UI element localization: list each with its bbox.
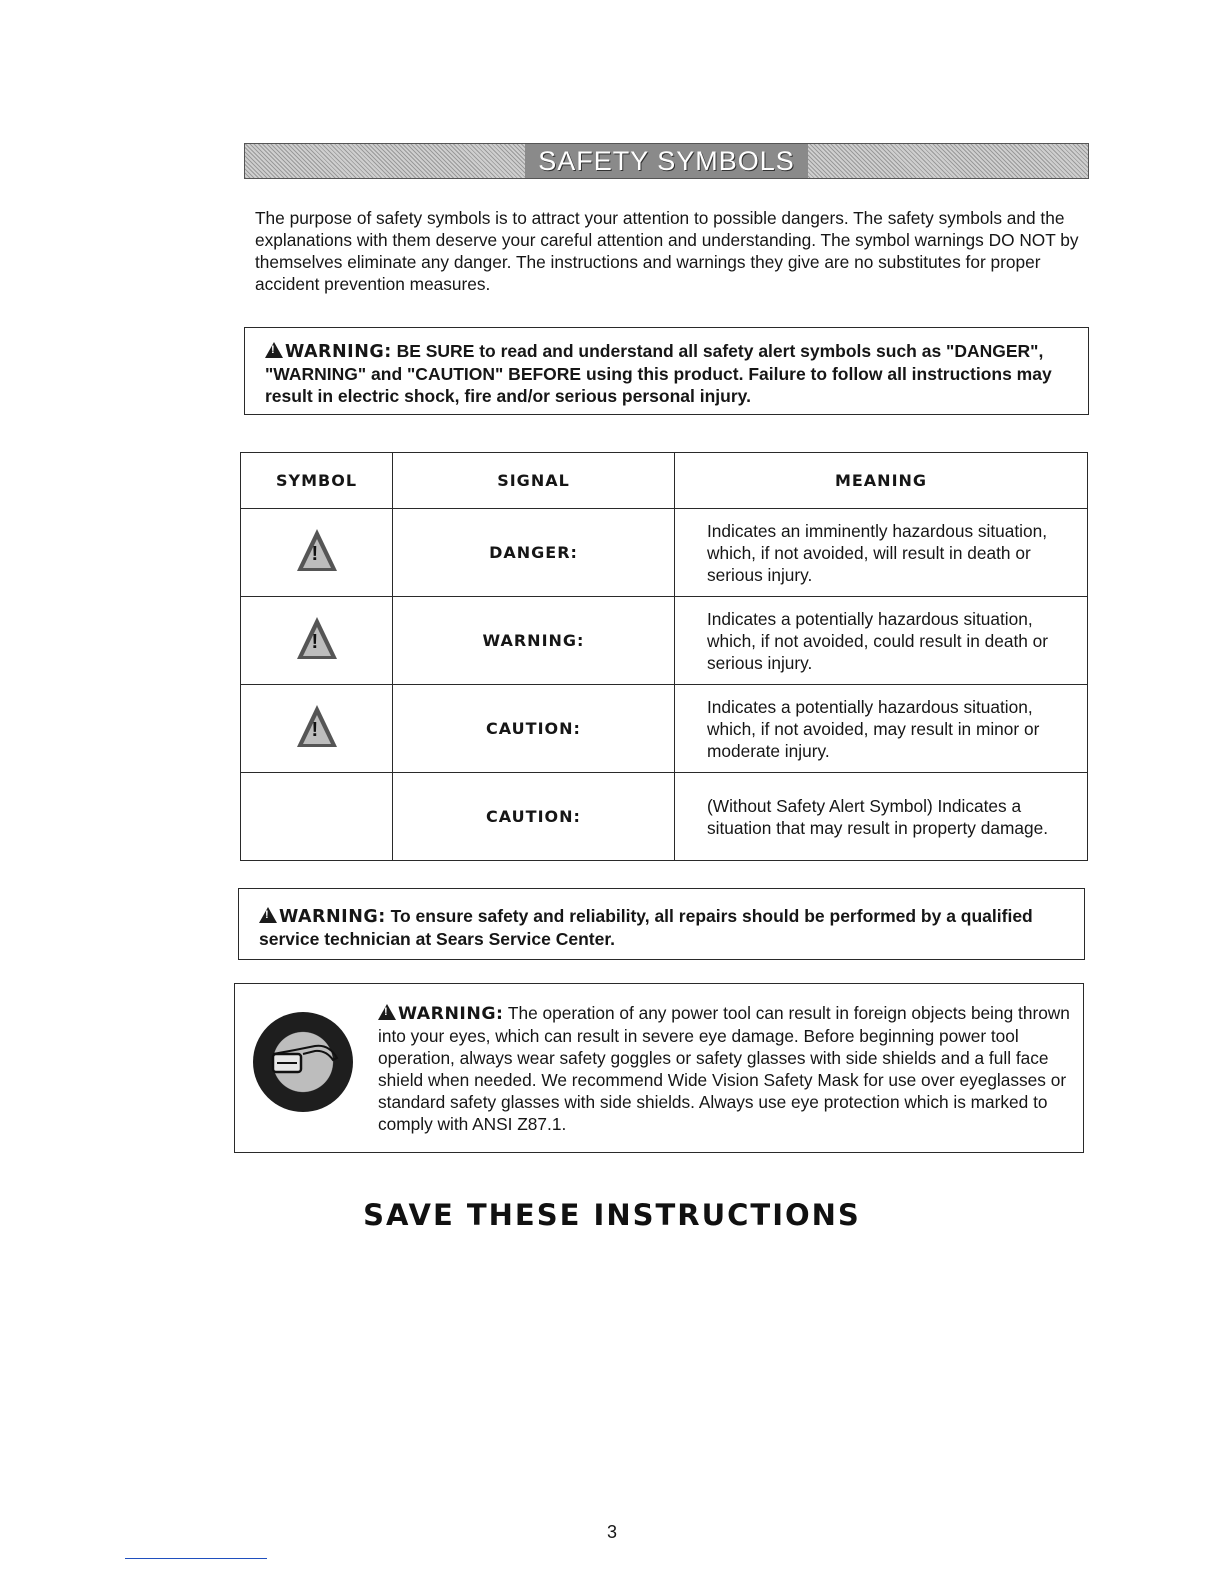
warning-body: To ensure safety and reliability, all repairs should be performed by a qualified service technician at Sears Service Center. — [259, 906, 1033, 949]
symbol-cell — [241, 509, 393, 597]
signal-cell: WARNING: — [393, 597, 675, 685]
meaning-cell: Indicates an imminently hazardous situation, which, if not avoided, will result in death or serious injury. — [675, 509, 1088, 597]
page-number: 3 — [606, 1522, 617, 1542]
warning-repairs-text — [259, 905, 1069, 950]
meaning-cell: Indicates a potentially hazardous situation, which, if not avoided, could result in death or serious injury. — [675, 597, 1088, 685]
warning-label: WARNING: — [279, 907, 386, 927]
footer-rule — [125, 1558, 267, 1559]
section-banner — [244, 143, 1089, 179]
table-row — [241, 509, 1088, 597]
save-instructions-heading: SAVE THESE INSTRUCTIONS — [363, 1198, 861, 1232]
meaning-cell: (Without Safety Alert Symbol) Indicates a situation that may result in property damage. — [675, 773, 1088, 861]
warning-box-repairs — [238, 888, 1085, 960]
warning-box-read-symbols — [244, 327, 1089, 415]
eye-protection-icon — [253, 1012, 353, 1112]
warning-eye-text — [378, 1002, 1078, 1135]
safety-alert-icon — [259, 907, 277, 923]
table-row — [241, 685, 1088, 773]
safety-alert-icon — [265, 342, 283, 358]
warning-label: WARNING: — [285, 342, 392, 362]
warning-label: WARNING: — [398, 1004, 504, 1024]
meaning-cell: Indicates a potentially hazardous situation, which, if not avoided, may result in minor or moderate injury. — [675, 685, 1088, 773]
warning-read-symbols-text — [265, 340, 1075, 407]
header-symbol: SYMBOL — [241, 453, 393, 509]
signal-cell: CAUTION: — [393, 685, 675, 773]
safety-symbols-table — [240, 452, 1088, 861]
safety-alert-triangle-icon — [297, 617, 337, 659]
warning-body: The operation of any power tool can result in foreign objects being thrown into your eyes, which can result in severe eye damage. Before beginning power tool operation, always wear safety goggles or safety glasses with side shields and a full face shield when needed. We recommend Wide Vision Safety Mask for use over eyeglasses or standard safety glasses with side shields. Always use eye protection which is marked to comply with ANSI Z87.1. — [378, 1003, 1070, 1134]
header-signal: SIGNAL — [393, 453, 675, 509]
symbol-cell — [241, 685, 393, 773]
signal-cell: CAUTION: — [393, 773, 675, 861]
symbol-cell — [241, 597, 393, 685]
table-row — [241, 597, 1088, 685]
warning-box-eye-protection — [234, 983, 1084, 1153]
signal-cell: DANGER: — [393, 509, 675, 597]
section-title: SAFETY SYMBOLS — [525, 144, 808, 178]
header-meaning: MEANING — [675, 453, 1088, 509]
safety-alert-triangle-icon — [297, 705, 337, 747]
safety-alert-triangle-icon — [297, 529, 337, 571]
table-header-row — [241, 453, 1088, 509]
safety-alert-icon — [378, 1004, 396, 1020]
intro-paragraph: The purpose of safety symbols is to attract your attention to possible dangers. The safety symbols and the explanations with them deserve your careful attention and understanding. The symbol warnings DO NOT by themselves eliminate any danger. The instructions and warnings they give are no substitutes for proper accident prevention measures. — [255, 208, 1079, 294]
table-row — [241, 773, 1088, 861]
symbol-cell-empty — [241, 773, 393, 861]
warning-body: BE SURE to read and understand all safety alert symbols such as "DANGER", "WARNING" and "CAUTION" BEFORE using this product. Failure to follow all instructions may result in electric shock, fire and/or serious personal injury. — [265, 341, 1052, 406]
